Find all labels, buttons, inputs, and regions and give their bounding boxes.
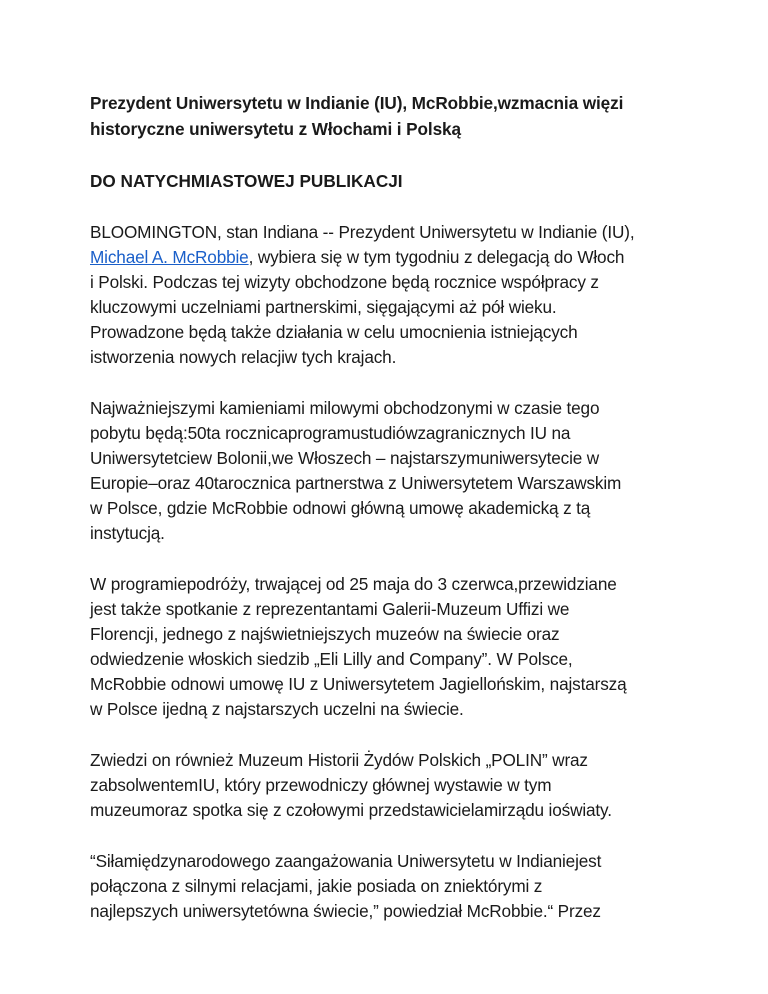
paragraph-line: kluczowymi uczelniami partnerskimi, sięgającymi aż pół wieku.	[90, 297, 557, 317]
paragraph-line: i Polski. Podczas tej wizyty obchodzone będą rocznice współpracy z	[90, 272, 599, 292]
paragraph-line: BLOOMINGTON, stan Indiana -- Prezydent Uniwersytetu w Indianie (IU),	[90, 222, 635, 242]
paragraph-line: w Polsce ijedną z najstarszych uczelni na świecie.	[90, 699, 464, 719]
release-label: DO NATYCHMIASTOWEJ PUBLIKACJI	[90, 171, 403, 191]
paragraph-line: muzeumoraz spotka się z czołowymi przedstawicielamirządu ioświaty.	[90, 800, 612, 820]
paragraph-line: Najważniejszymi kamieniami milowymi obchodzonymi w czasie tego	[90, 398, 600, 418]
paragraph-line: “Siłamiędzynarodowego zaangażowania Uniwersytetu w Indianiejest	[90, 851, 602, 871]
paragraph-line: połączona z silnymi relacjami, jakie posiada on zniektórymi z	[90, 876, 543, 896]
paragraph-line: pobytu będą:50ta rocznicaprogramustudiówzagranicznych IU na	[90, 423, 571, 443]
paragraph-line: jest także spotkanie z reprezentantami Galerii-Muzeum Uffizi we	[90, 599, 570, 619]
paragraph-line: Uniwersytetciew Bolonii,we Włoszech – najstarszymuniwersytecie w	[90, 448, 600, 468]
paragraph-line: najlepszych uniwersytetówna świecie,” powiedział McRobbie.“ Przez	[90, 901, 601, 921]
paragraph-polin	[90, 748, 690, 823]
mcrobbie-link[interactable]: Michael A. McRobbie	[90, 247, 249, 267]
paragraph-line: zabsolwentemIU, który przewodniczy głównej wystawie w tym	[90, 775, 552, 795]
paragraph-line: Florencji, jednego z najświetniejszych muzeów na świecie oraz	[90, 624, 560, 644]
paragraph-line-rest: , wybiera się w tym tygodniu z delegacją do Włoch	[248, 247, 625, 267]
headline-line: Prezydent Uniwersytetu w Indianie (IU), McRobbie,wzmacnia więzi	[90, 93, 624, 113]
paragraph-line: istworzenia nowych relacjiw tych krajach.	[90, 347, 397, 367]
press-release-page	[90, 90, 690, 924]
headline	[90, 90, 690, 142]
paragraph-milestones	[90, 396, 690, 546]
paragraph-line: Europie–oraz 40tarocznica partnerstwa z Uniwersytetem Warszawskim	[90, 473, 622, 493]
paragraph-quote	[90, 849, 690, 924]
paragraph-line: instytucją.	[90, 523, 165, 543]
paragraph-line: odwiedzenie włoskich siedzib „Eli Lilly and Company”. W Polsce,	[90, 649, 573, 669]
paragraph-line: McRobbie odnowi umowę IU z Uniwersytetem Jagiellońskim, najstarszą	[90, 674, 627, 694]
paragraph-itinerary	[90, 572, 690, 722]
paragraph-line: Zwiedzi on również Muzeum Historii Żydów Polskich „POLIN” wraz	[90, 750, 588, 770]
paragraph-line: w Polsce, gdzie McRobbie odnowi główną umowę akademicką z tą	[90, 498, 591, 518]
headline-line: historyczne uniwersytetu z Włochami i Polską	[90, 119, 461, 139]
paragraph-line	[90, 245, 690, 270]
paragraph-line: Prowadzone będą także działania w celu umocnienia istniejących	[90, 322, 578, 342]
paragraph-intro	[90, 220, 690, 370]
paragraph-line: W programiepodróży, trwającej od 25 maja do 3 czerwca,przewidziane	[90, 574, 617, 594]
